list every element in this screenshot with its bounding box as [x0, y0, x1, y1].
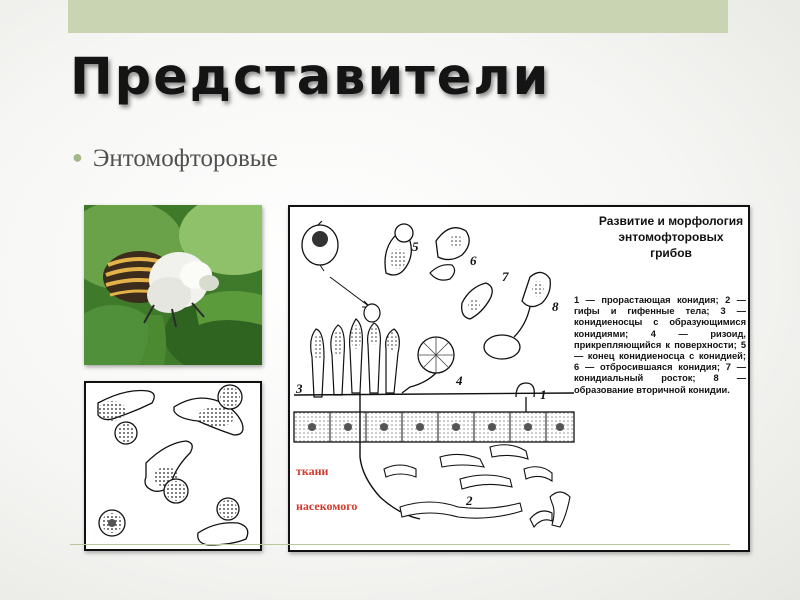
- label-1: 1: [540, 387, 547, 402]
- diagram-title: Развитие и морфология энтомофторовых грибов: [598, 214, 744, 260]
- hyphal-bodies-drawing: [84, 381, 262, 551]
- beetle-photo: [84, 205, 262, 365]
- tissue-label: ткани: [296, 464, 329, 478]
- top-accent-bar: [68, 0, 728, 33]
- label-2: 2: [466, 493, 473, 508]
- insect-label: насекомого: [296, 499, 358, 513]
- label-4: 4: [456, 373, 463, 388]
- label-6: 6: [470, 253, 477, 268]
- diagram-caption: 1 — прорастающая конидия; 2 — гифы и гифенные тела; 3 — конидиеносцы с образующимися конидиями; 4 — ризоид, прикрепляющийся к поверхности; 5 — конец конидиеносца с конидией; 6 — отбросившаяся конидия; 7 — конидиальный росток; 8 — образование вторичной конидии.: [574, 295, 746, 395]
- label-5: 5: [412, 239, 419, 254]
- bullet-item: [72, 145, 278, 173]
- label-7: 7: [502, 269, 509, 284]
- footer-divider: [70, 544, 730, 545]
- bullet-text: Энтомофторовые: [92, 145, 278, 172]
- fungus-development-diagram: [288, 205, 750, 552]
- label-8: 8: [552, 299, 559, 314]
- bullet-dot-icon: ●: [72, 147, 83, 167]
- slide-title: Представители: [70, 48, 551, 107]
- label-3: 3: [296, 381, 303, 396]
